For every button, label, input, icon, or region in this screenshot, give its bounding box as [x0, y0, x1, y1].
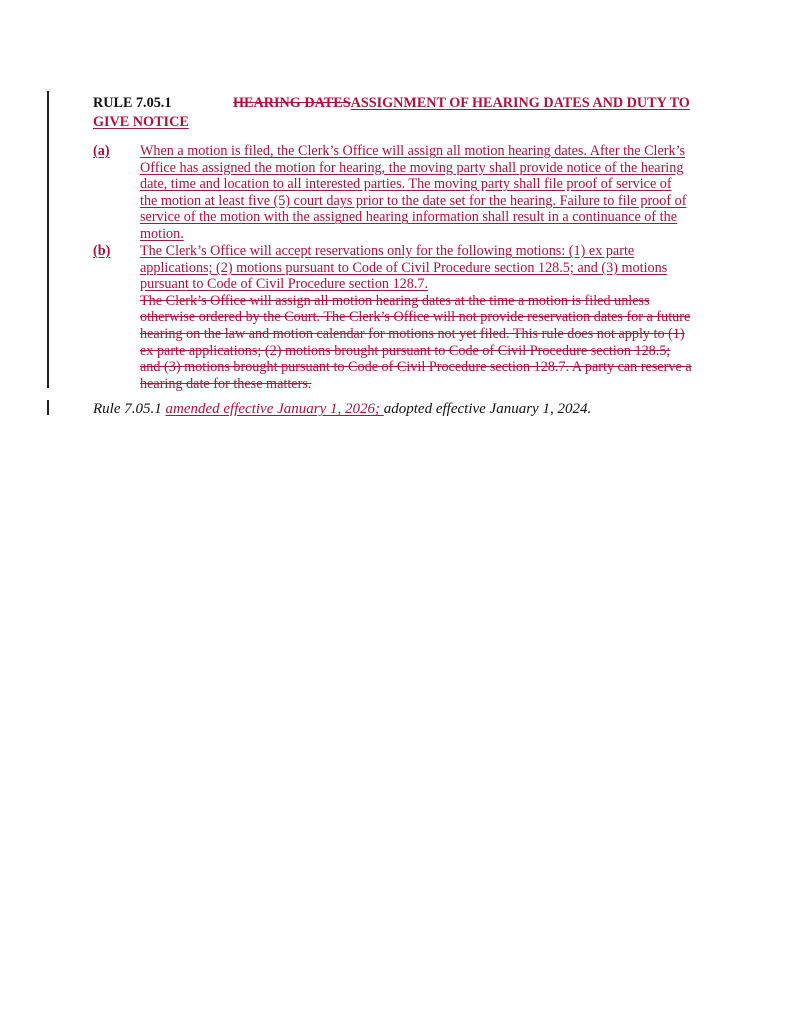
- inserted-text: When a motion is filed, the Clerk’s Office will assign all motion hearing dates. After the Clerk’s Office has assigned the motion for hearing, the moving party shall provide notice of the hearing date, time and location to all interested parties. The moving party shall file proof of service of the motion at least five (5) court days prior to the date set for the hearing. Failure to file proof of service of the motion with the assigned hearing information shall result in a continuance of the motion.: [140, 143, 687, 242]
- history-inserted: amended effective January 1, 2026;: [165, 401, 384, 417]
- paragraph-label: (b): [93, 243, 111, 259]
- inserted-text: The Clerk’s Office will accept reservations only for the following motions: (1) ex parte applications; (2) motions pursuant to Code of Civil Procedure section 128.5; and (3) motions pursuant to Code of Civil Procedure section 128.7.: [140, 243, 668, 293]
- inserted-title: ASSIGNMENT OF HEARING DATES AND DUTY TO GIVE NOTICE: [93, 95, 690, 130]
- paragraph-label: (a): [93, 143, 110, 159]
- history-suffix: adopted effective January 1, 2024.: [383, 401, 592, 417]
- rule-history: [93, 400, 693, 418]
- deleted-text: The Clerk’s Office will assign all motion hearing dates at the time a motion is filed unless otherwise ordered by the Court. The Clerk’s Office will not provide reservation dates for a future hearing on the law and motion calendar for motions not yet filed. This rule does not apply to (1) ex parte applications; (2) motions brought pursuant to Code of Civil Procedure section 128.5; and (3) motions brought pursuant to Code of Civil Procedure section 128.7. A party can reserve a hearing date for these matters.: [140, 292, 692, 392]
- rule-heading: [93, 94, 693, 132]
- paragraph-b: [93, 243, 693, 392]
- change-bar: [47, 400, 49, 415]
- rule-number: RULE 7.05.1: [93, 95, 172, 111]
- paragraph-a: [93, 143, 693, 243]
- history-prefix: Rule 7.05.1: [93, 401, 166, 417]
- deleted-title: HEARING DATES: [233, 95, 351, 111]
- change-bar: [47, 91, 49, 388]
